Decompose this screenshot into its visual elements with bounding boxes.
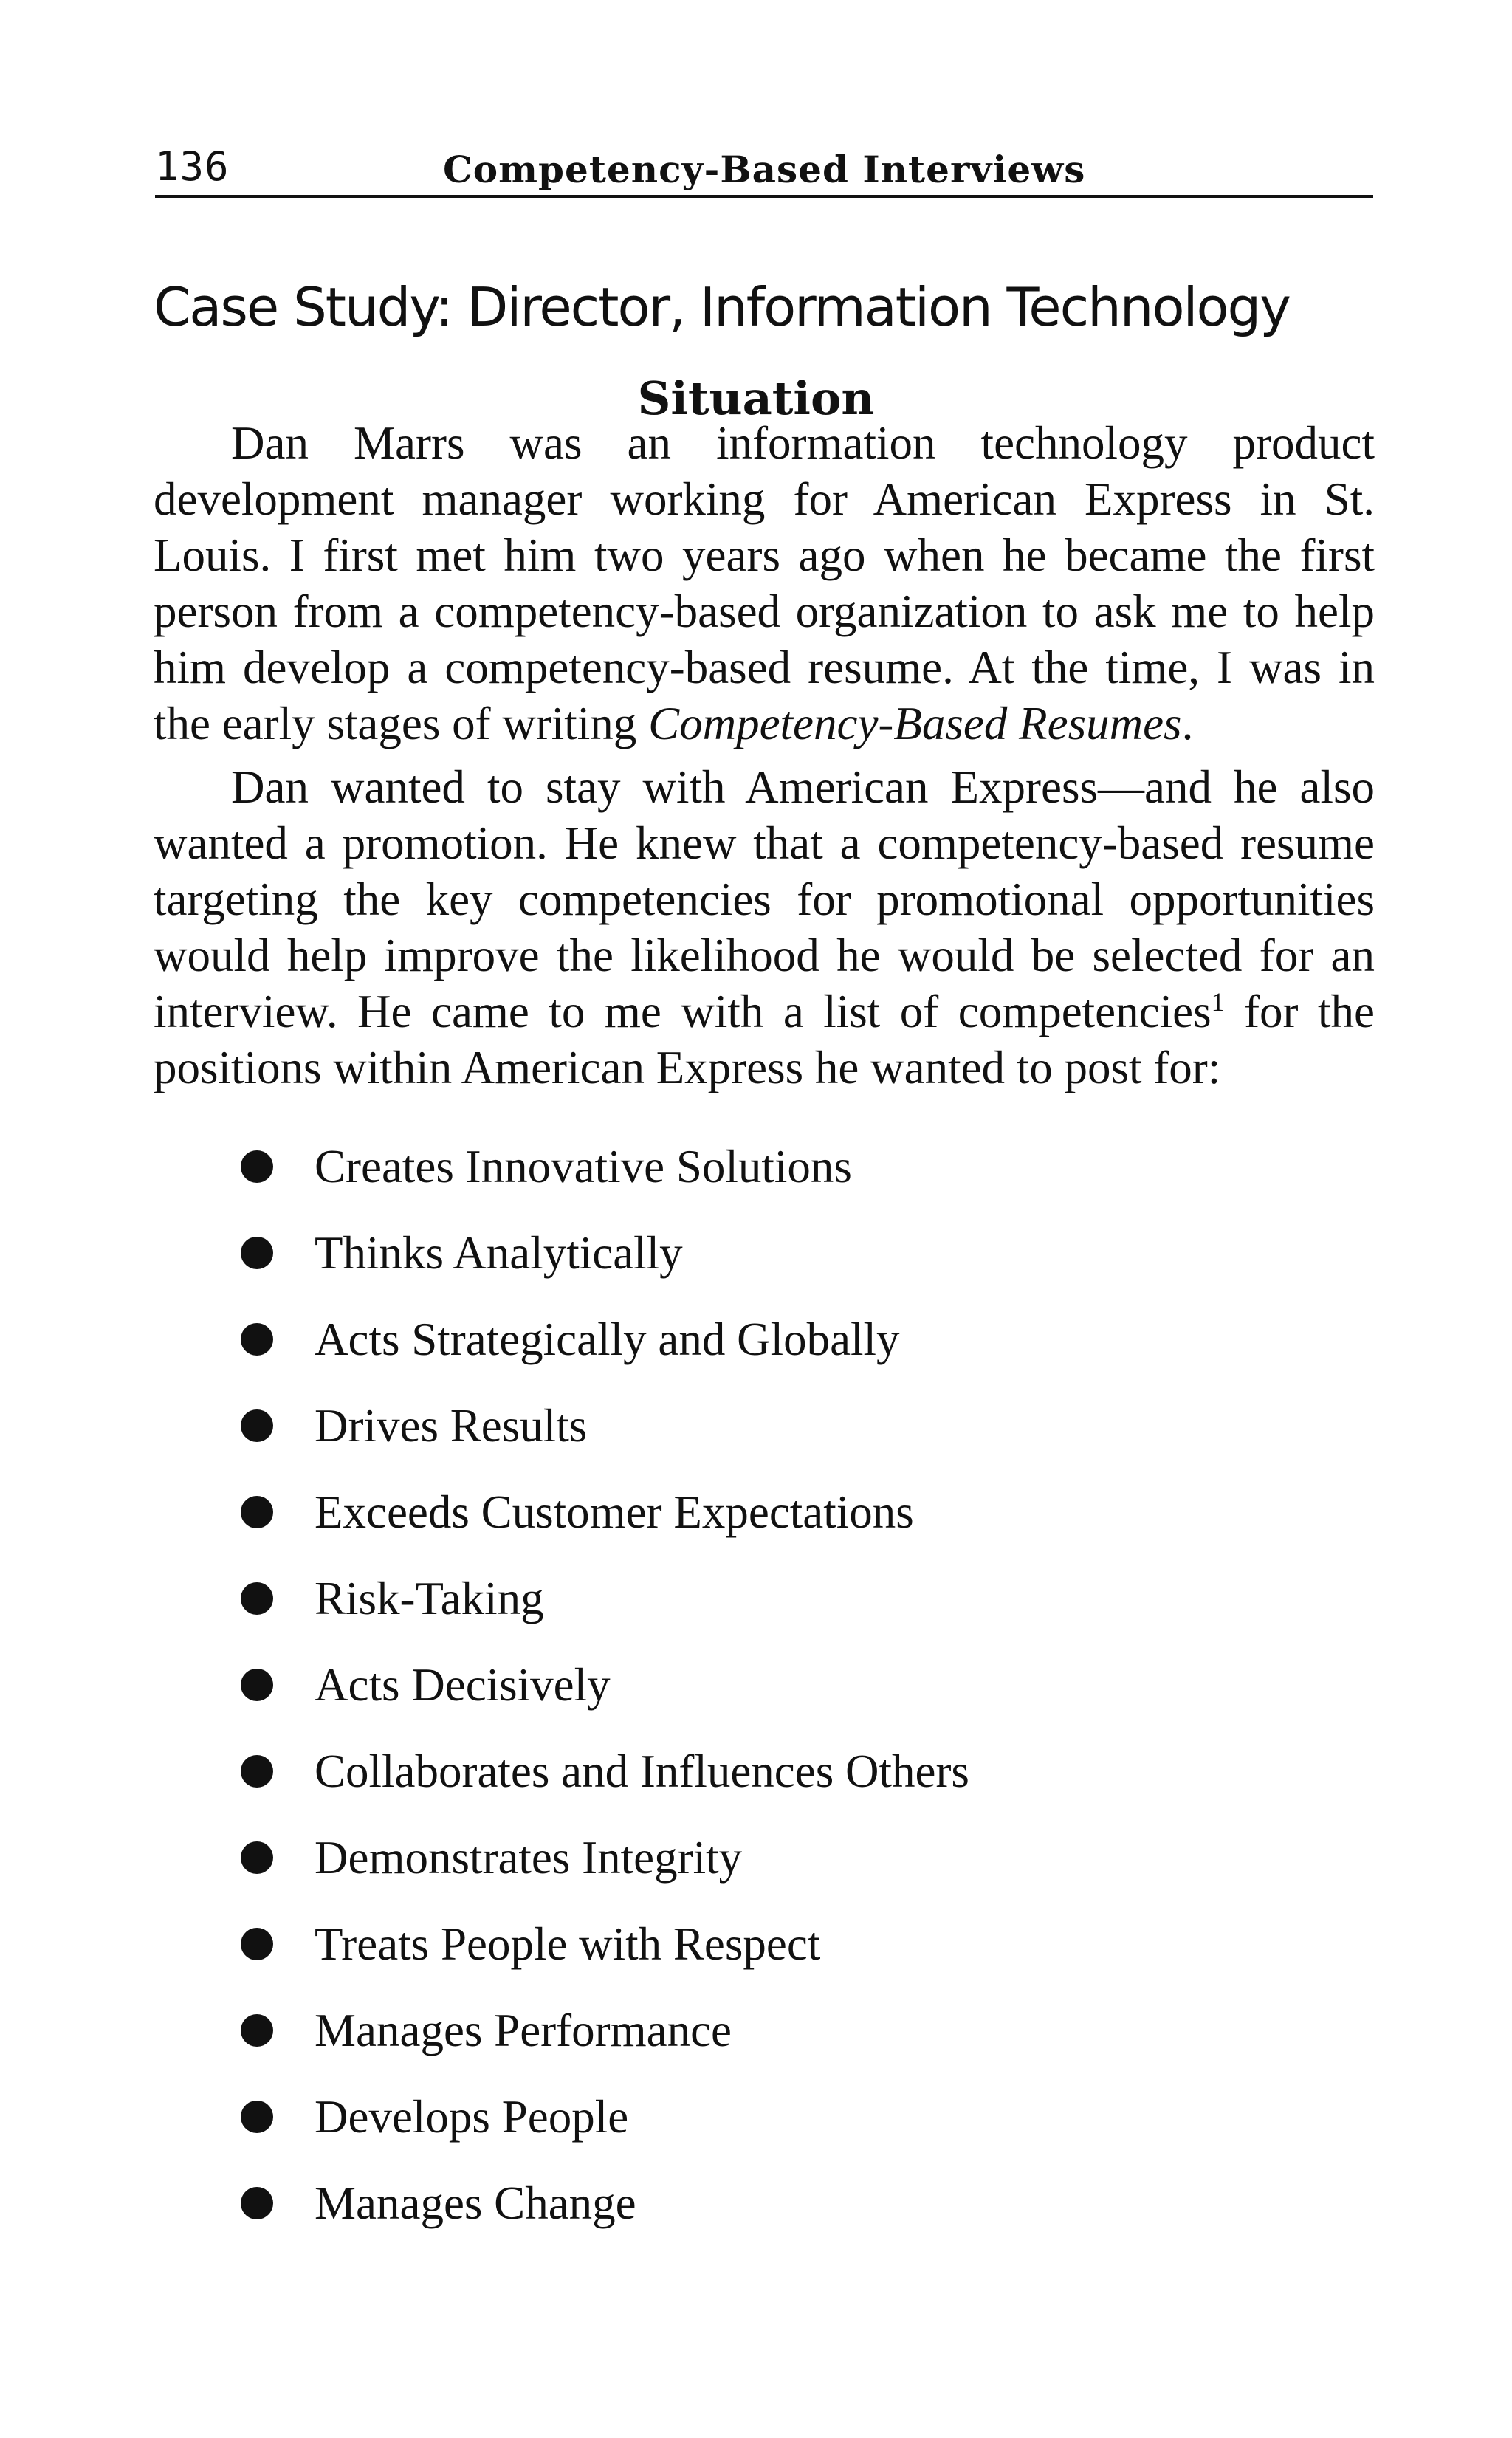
paragraph-2-text-after-note: for the positions within American Express he wanted to post for: [154,986,1375,1093]
bullet-icon [241,2014,273,2047]
competency-label: Risk-Taking [315,1573,544,1624]
competency-label: Exceeds Customer Expectations [315,1486,914,1538]
bullet-icon [241,1669,273,1701]
bullet-icon [241,1237,273,1269]
bullet-icon [241,1928,273,1960]
list-item [241,1398,1274,1484]
competency-label: Collaborates and Influences Others [315,1745,969,1797]
bullet-icon [241,1150,273,1183]
bullet-icon [241,1409,273,1442]
competency-label: Thinks Analytically [315,1227,683,1279]
competency-label: Manages Change [315,2177,636,2229]
section-heading-situation: Situation [637,371,875,426]
list-item [241,2002,1274,2089]
competency-label: Demonstrates Integrity [315,1832,743,1884]
competency-label: Creates Innovative Solutions [315,1141,852,1192]
paragraph-1-ending: . [1181,698,1194,749]
list-item [241,1743,1274,1830]
bullet-icon [241,1323,273,1356]
list-item [241,2175,1274,2262]
bullet-icon [241,1582,273,1615]
italic-book-title: Competency-Based Resumes [648,698,1182,749]
list-item [241,1570,1274,1657]
list-item [241,1830,1274,1916]
footnote-marker: 1 [1211,987,1225,1017]
bullet-icon [241,2187,273,2219]
case-study-title: Case Study: Director, Information Technology [154,276,1290,339]
bullet-icon [241,1755,273,1788]
paragraph-2-text-before-note: Dan wanted to stay with American Express—and he also wanted a promotion. He knew that a competency-based resume targeting the key competencies for promotional opportunities would help improve the likelihood he would be selected for an interview. He came to me with a list of competencies [154,761,1375,1037]
bullet-icon [241,1496,273,1528]
list-item [241,2089,1274,2175]
competency-label: Develops People [315,2091,629,2143]
bullet-icon [241,2101,273,2133]
paragraph-2 [154,759,1375,1096]
running-header [155,140,1373,198]
running-title: Competency-Based Interviews [443,148,1086,191]
competency-label: Manages Performance [315,2005,732,2056]
list-item [241,1311,1274,1398]
bullet-icon [241,1841,273,1874]
list-item [241,1225,1274,1311]
competency-label: Acts Decisively [315,1659,611,1711]
list-item [241,1484,1274,1570]
case-study-body [154,415,1375,1103]
competency-label: Acts Strategically and Globally [315,1314,900,1365]
competency-list [241,1139,1274,2262]
competency-label: Treats People with Respect [315,1918,821,1970]
paragraph-1 [154,415,1375,752]
page-number: 136 [155,143,230,190]
paragraph-1-text: Dan Marrs was an information technology product development manager working for American Express in St. Louis. I first met him two years ago when he became the first person from a competency-based organization to ask me to help him develop a competency-based resume. At the time, I was in the early stages of writing [154,417,1375,749]
list-item [241,1657,1274,1743]
list-item [241,1916,1274,2002]
list-item [241,1139,1274,1225]
competency-label: Drives Results [315,1400,588,1452]
